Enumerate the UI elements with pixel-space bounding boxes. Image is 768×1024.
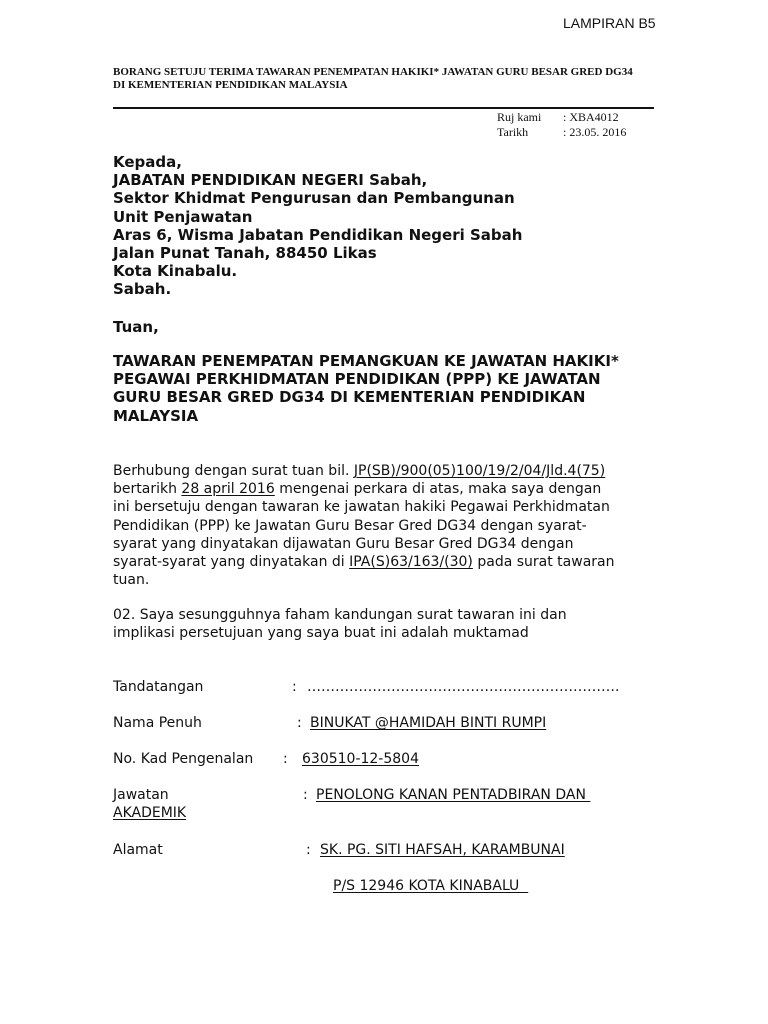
address-line: Sabah. [113, 280, 172, 299]
address-line: Sektor Khidmat Pengurusan dan Pembangunan [113, 189, 515, 208]
alamat-value: SK. PG. SITI HAFSAH, KARAMBUNAI [320, 842, 565, 858]
ipa-reference: IPA(S)63/163/(30) [349, 554, 473, 571]
nama-colon: : [297, 715, 302, 731]
ruj-kami-label: Ruj kami [497, 110, 542, 124]
address-line: Unit Penjawatan [113, 207, 253, 226]
subject-line: PEGAWAI PERKHIDMATAN PENDIDIKAN (PPP) KE JAWATAN [113, 370, 601, 389]
address-line: Kepada, [113, 153, 182, 171]
paragraph-line: Berhubung dengan surat tuan bil. JP(SB)/900(05)100/19/2/04/Jld.4(75) [113, 463, 606, 479]
paragraph-line: syarat yang dinyatakan dijawatan Guru Besar Gred DG34 dengan [113, 535, 574, 552]
paragraph-line: bertarikh 28 april 2016 mengenai perkara di atas, maka saya dengan [113, 481, 602, 498]
subject-line: TAWARAN PENEMPATAN PEMANGKUAN KE JAWATAN HAKIKI* [113, 352, 619, 370]
jawatan-label: Jawatan [113, 787, 169, 803]
paragraph-agreement [113, 462, 615, 589]
alamat-value-continued: P/S 12946 KOTA KINABALU [333, 878, 529, 894]
address-line: Aras 6, Wisma Jabatan Pendidikan Negeri Sabah [113, 225, 523, 244]
jawatan-colon: : [303, 787, 308, 803]
paragraph-line: syarat-syarat yang dinyatakan di IPA(S)63/163/(30) pada surat tawaran [113, 554, 615, 571]
tandatangan-colon: : [292, 679, 297, 695]
letter-date: 28 april 2016 [181, 481, 275, 498]
nama-label: Nama Penuh [113, 715, 202, 731]
form-title-line: DI KEMENTERIAN PENDIDIKAN MALAYSIA [113, 79, 348, 91]
paragraph-line: Pendidikan (PPP) ke Jawatan Guru Besar Gred DG34 dengan syarat- [113, 517, 587, 534]
paragraph-line: 02. Saya sesungguhnya faham kandungan surat tawaran ini dan [113, 607, 567, 623]
kad-pengenalan-label: No. Kad Pengenalan [113, 751, 254, 767]
address-line: Kota Kinabalu. [113, 262, 238, 281]
form-title-line: BORANG SETUJU TERIMA TAWARAN PENEMPATAN HAKIKI* JAWATAN GURU BESAR GRED DG34 [113, 66, 633, 78]
ruj-kami-value: : XBA4012 [563, 110, 619, 124]
kad-pengenalan-colon: : [283, 751, 288, 767]
signature-line: …………………………………………………………. [307, 679, 620, 695]
alamat-colon: : [306, 842, 311, 858]
alamat-label: Alamat [113, 842, 163, 858]
address-line: JABATAN PENDIDIKAN NEGERI Sabah, [113, 171, 428, 190]
paragraph-line: ini bersetuju dengan tawaran ke jawatan hakiki Pegawai Perkhidmatan [113, 499, 610, 516]
subject-heading [113, 352, 619, 425]
address-line: Jalan Punat Tanah, 88450 Likas [113, 244, 377, 263]
subject-line: MALAYSIA [113, 406, 199, 425]
salutation: Tuan, [113, 318, 159, 336]
title-divider [113, 107, 654, 109]
recipient-address [113, 153, 522, 299]
paragraph-line: tuan. [113, 572, 150, 589]
lampiran-label: LAMPIRAN B5 [563, 15, 656, 31]
paragraph-line: implikasi persetujuan yang saya buat ini adalah muktamad [113, 625, 529, 642]
jawatan-value-continued: AKADEMIK [113, 805, 187, 821]
tarikh-label: Tarikh [497, 125, 529, 139]
tarikh-value: : 23.05. 2016 [563, 125, 627, 139]
nama-value: BINUKAT @HAMIDAH BINTI RUMPI [310, 715, 547, 731]
paragraph-understanding [113, 606, 567, 642]
kad-pengenalan-value: 630510-12-5804 [302, 751, 419, 767]
jawatan-value: PENOLONG KANAN PENTADBIRAN DAN [316, 787, 591, 803]
subject-line: GURU BESAR GRED DG34 DI KEMENTERIAN PENDIDIKAN [113, 388, 586, 407]
letter-reference: JP(SB)/900(05)100/19/2/04/Jld.4(75) [353, 463, 606, 479]
form-title [113, 66, 633, 92]
tandatangan-label: Tandatangan [113, 679, 204, 695]
